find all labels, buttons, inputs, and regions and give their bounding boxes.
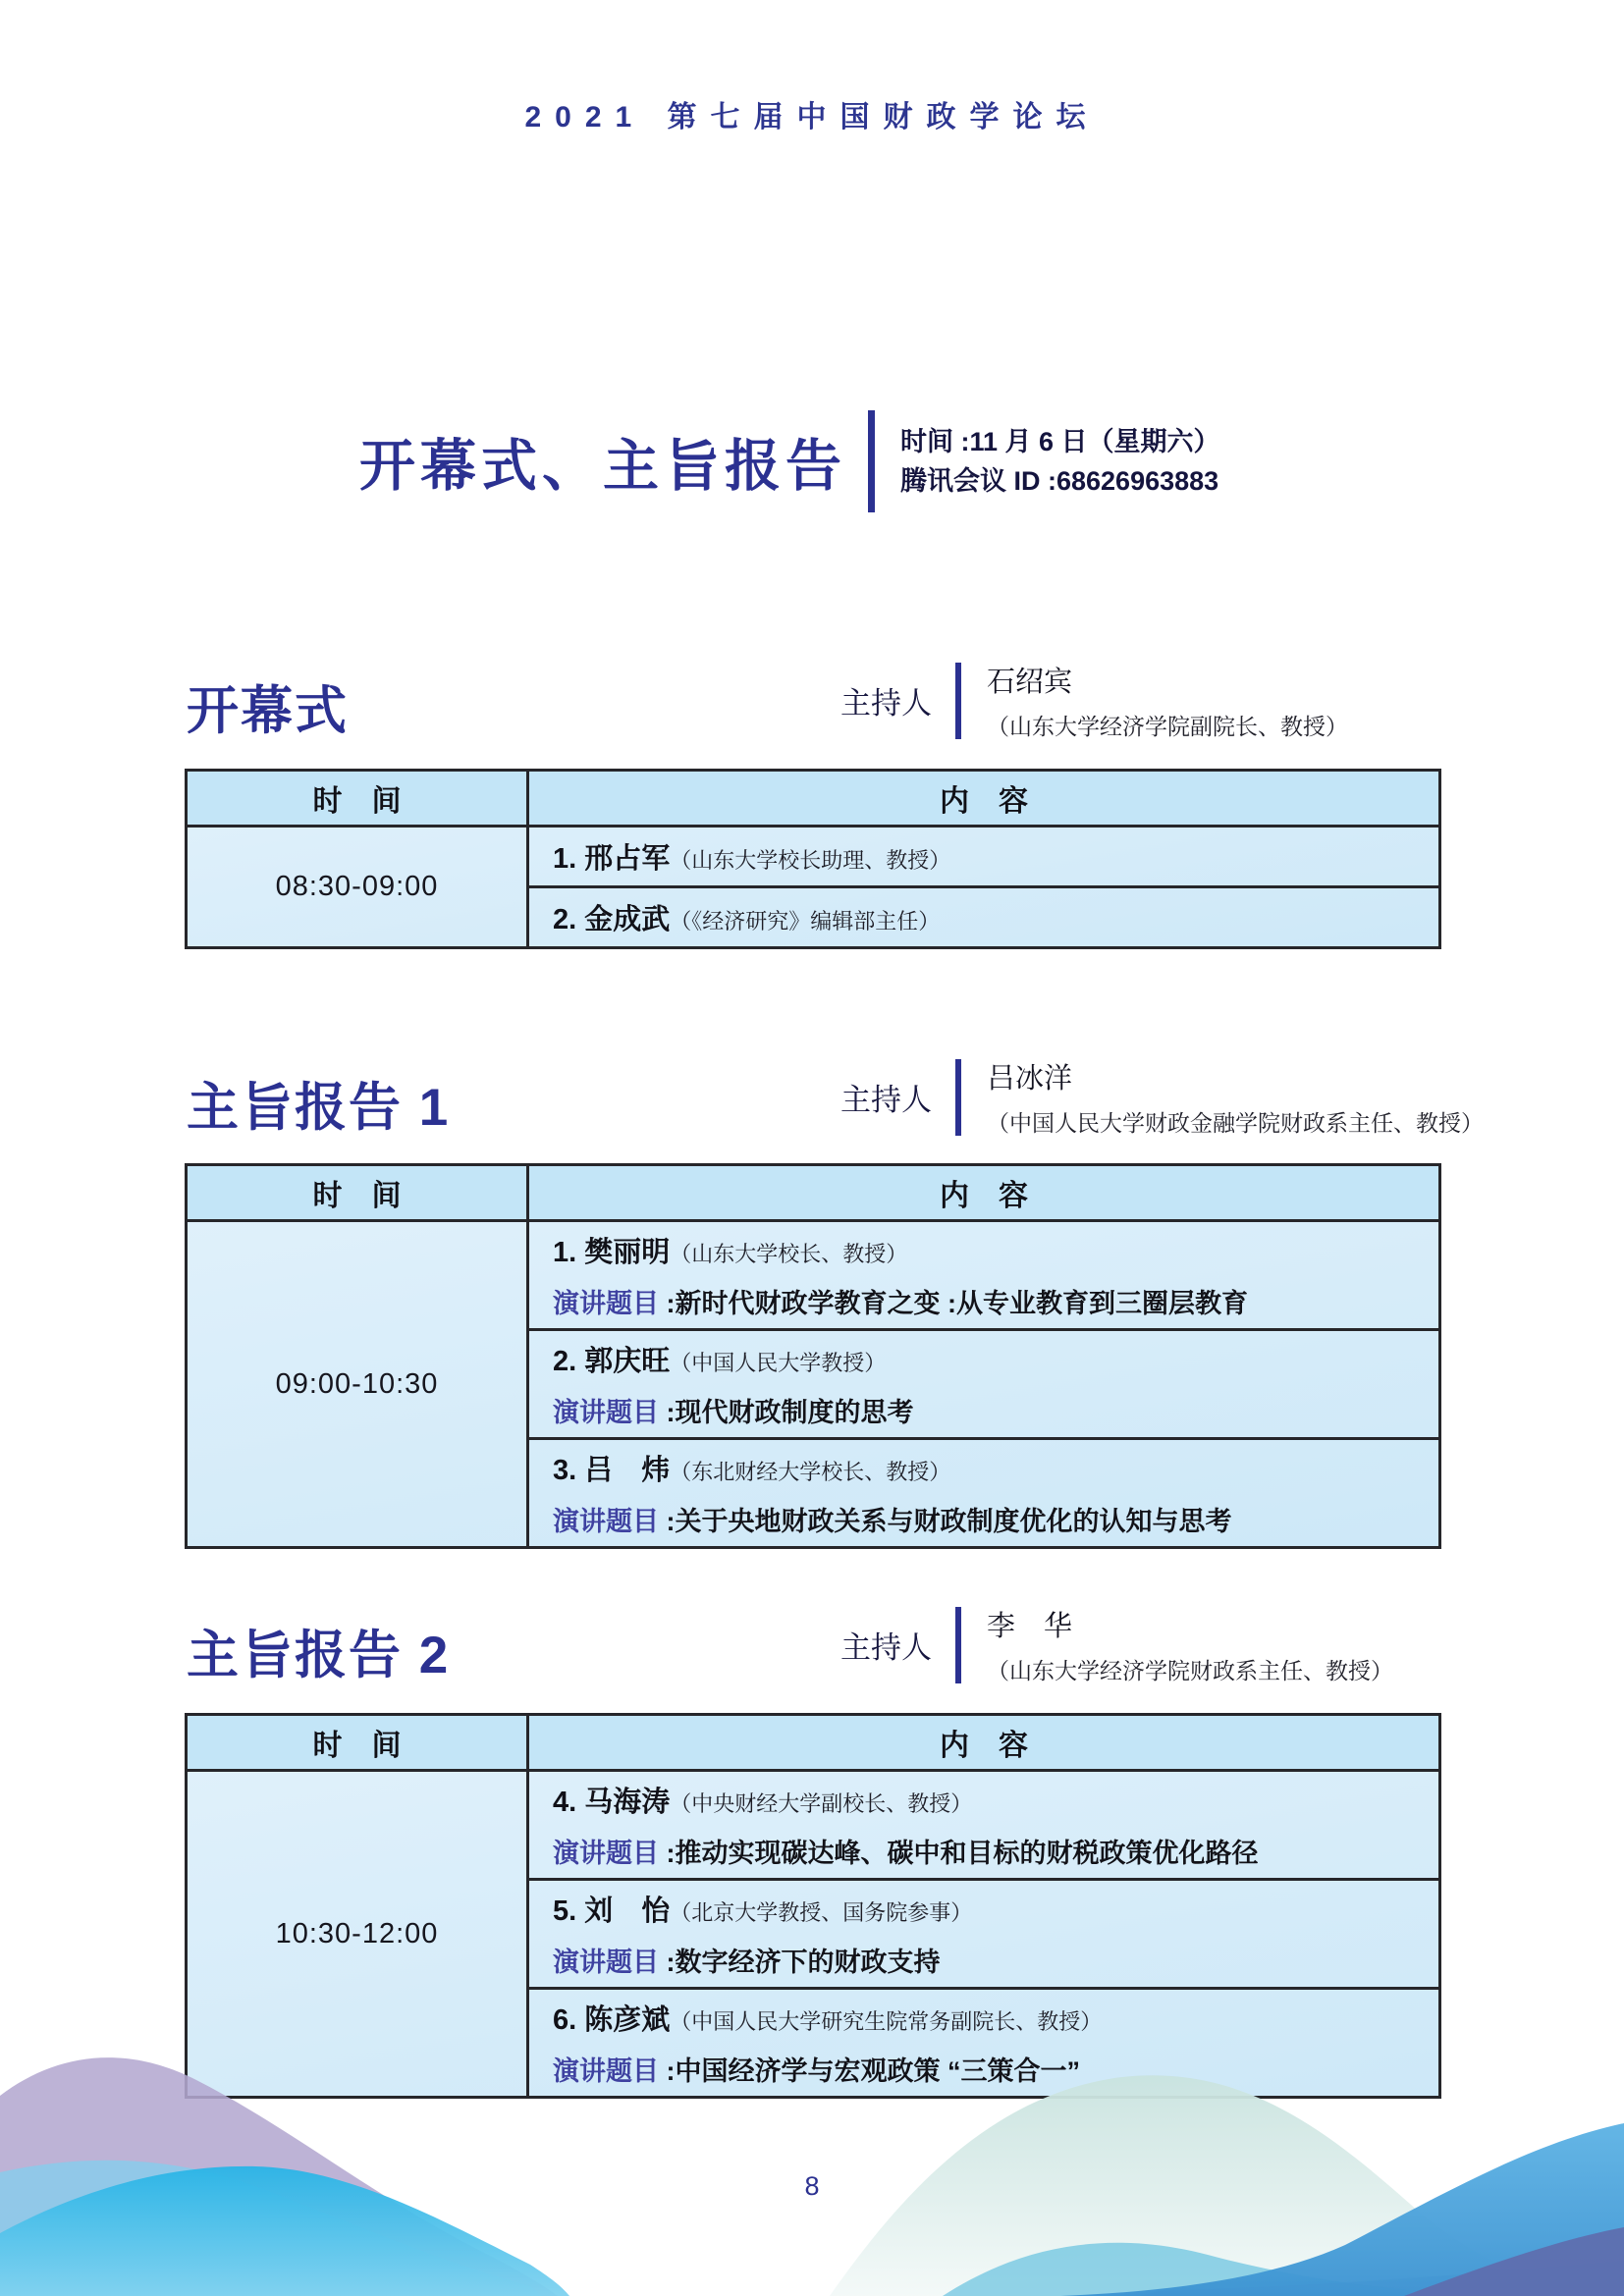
speaker-name: 5. 刘 怡 <box>553 1896 671 1927</box>
section-heading-opening: 开幕式 <box>187 682 349 740</box>
topic-label: 演讲题目 <box>553 1948 659 1977</box>
opening-table <box>185 769 1441 949</box>
topic-label: 演讲题目 <box>553 1839 659 1868</box>
time-cell: 08:30-09:00 <box>187 827 528 948</box>
footer-wave-decoration <box>0 2039 1624 2296</box>
topic-text: :推动实现碳达峰、碳中和目标的财税政策优化路径 <box>659 1839 1259 1868</box>
content-cell <box>528 1771 1440 1880</box>
speaker-line <box>553 1448 1427 1488</box>
speaker-line <box>553 1998 1427 2038</box>
content-cell <box>528 827 1440 887</box>
speaker-line <box>553 1780 1427 1820</box>
content-column-header: 内 容 <box>528 771 1440 827</box>
table-header-row <box>187 1165 1440 1221</box>
speaker-affiliation: （山东大学校长助理、教授） <box>670 848 951 873</box>
host-detail <box>987 1604 1393 1685</box>
topic-label: 演讲题目 <box>553 1507 659 1536</box>
host-affiliation: （中国人民大学财政金融学院财政系主任、教授） <box>987 1110 1484 1136</box>
title-divider <box>868 410 875 512</box>
speaker-affiliation: （中国人民大学研究生院常务副院长、教授） <box>670 2009 1103 2034</box>
host-name: 石绍宾 <box>987 667 1073 698</box>
page-title: 开幕式、主旨报告 <box>359 435 846 498</box>
time-cell: 09:00-10:30 <box>187 1221 528 1548</box>
topic-line <box>553 1391 1427 1429</box>
host-name: 吕冰洋 <box>987 1063 1073 1095</box>
topic-text: :关于央地财政关系与财政制度优化的认知与思考 <box>659 1507 1232 1536</box>
host-affiliation: （山东大学经济学院副院长、教授） <box>987 714 1348 739</box>
page-number: 8 <box>804 2171 820 2201</box>
speaker-affiliation: （东北财经大学校长、教授） <box>670 1460 951 1484</box>
speaker-name: 2. 金成武 <box>553 904 671 935</box>
table-row <box>187 1771 1440 1880</box>
topic-line <box>553 1500 1427 1538</box>
speaker-name: 6. 陈彦斌 <box>553 2004 671 2036</box>
time-column-header: 时 间 <box>187 771 528 827</box>
topic-line <box>553 1832 1427 1870</box>
topic-text: :新时代财政学教育之变 :从专业教育到三圈层教育 <box>659 1289 1248 1318</box>
host-divider <box>955 663 961 739</box>
time-cell: 10:30-12:00 <box>187 1771 528 2098</box>
topic-line <box>553 1941 1427 1979</box>
event-time: 时间 :11 月 6 日（星期六） <box>900 427 1220 456</box>
keynote-1-table <box>185 1163 1441 1549</box>
topic-line <box>553 1282 1427 1320</box>
host-block <box>840 1604 1393 1685</box>
speaker-name: 2. 郭庆旺 <box>553 1346 671 1377</box>
content-column-header: 内 容 <box>528 1715 1440 1771</box>
content-cell <box>528 1221 1440 1330</box>
speaker-name: 1. 樊丽明 <box>553 1237 671 1268</box>
title-block <box>359 410 1220 512</box>
content-column-header: 内 容 <box>528 1165 1440 1221</box>
host-label: 主持人 <box>840 1630 932 1665</box>
table-header-row <box>187 771 1440 827</box>
host-label: 主持人 <box>840 686 932 721</box>
speaker-affiliation: （中央财经大学副校长、教授） <box>670 1791 973 1816</box>
topic-label: 演讲题目 <box>553 1289 659 1318</box>
host-label: 主持人 <box>840 1083 932 1117</box>
speaker-affiliation: （山东大学校长、教授） <box>670 1242 908 1266</box>
section-heading-keynote-1: 主旨报告 1 <box>187 1079 451 1137</box>
speaker-line <box>553 1339 1427 1379</box>
time-column-header: 时 间 <box>187 1165 528 1221</box>
host-divider <box>955 1059 961 1136</box>
host-name: 李 华 <box>987 1611 1073 1642</box>
speaker-name: 1. 邢占军 <box>553 843 671 875</box>
content-cell <box>528 1439 1440 1548</box>
host-block <box>840 1056 1484 1138</box>
topic-text: :数字经济下的财政支持 <box>659 1948 941 1977</box>
content-cell <box>528 1330 1440 1439</box>
content-cell <box>528 1880 1440 1989</box>
title-meta <box>900 422 1220 501</box>
section-heading-keynote-2: 主旨报告 2 <box>187 1627 451 1684</box>
speaker-affiliation: （《经济研究》编辑部主任） <box>670 909 941 934</box>
topic-label: 演讲题目 <box>553 1398 659 1427</box>
speaker-line <box>553 1889 1427 1929</box>
topic-text: :中国经济学与宏观政策 “三策合一” <box>659 2056 1080 2086</box>
forum-header: 2021 第七届中国财政学论坛 <box>524 101 1100 133</box>
speaker-affiliation: （中国人民大学教授） <box>670 1351 887 1375</box>
table-row <box>187 827 1440 887</box>
host-detail <box>987 660 1348 741</box>
meeting-id: 腾讯会议 ID :68626963883 <box>900 466 1219 496</box>
speaker-line <box>553 1230 1427 1270</box>
speaker-name: 3. 吕 炜 <box>553 1455 671 1486</box>
content-cell <box>528 887 1440 948</box>
speaker-name: 4. 马海涛 <box>553 1787 671 1818</box>
table-header-row <box>187 1715 1440 1771</box>
host-block <box>840 660 1348 741</box>
table-row <box>187 1221 1440 1330</box>
time-column-header: 时 间 <box>187 1715 528 1771</box>
topic-label: 演讲题目 <box>553 2056 659 2086</box>
host-detail <box>987 1056 1484 1138</box>
host-divider <box>955 1607 961 1683</box>
host-affiliation: （山东大学经济学院财政系主任、教授） <box>987 1658 1393 1683</box>
topic-text: :现代财政制度的思考 <box>659 1398 914 1427</box>
speaker-affiliation: （北京大学教授、国务院参事） <box>670 1900 973 1925</box>
